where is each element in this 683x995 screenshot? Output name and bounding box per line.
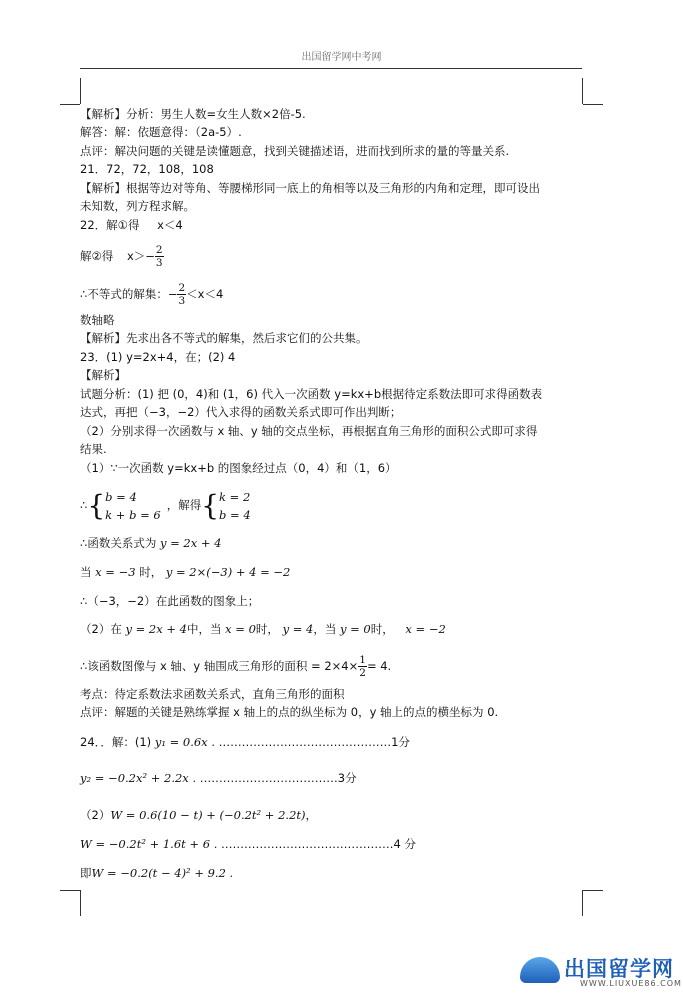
math-line	[80, 622, 446, 636]
text-span: 即	[80, 866, 92, 880]
equation-system-1	[105, 488, 161, 524]
fraction-denominator: 3	[178, 295, 186, 307]
math-line	[80, 565, 290, 579]
text-span: ，当	[313, 622, 337, 636]
crop-mark-tl	[80, 78, 81, 104]
text-line: 解答：解：依题意得：（2a-5）.	[80, 125, 242, 139]
area-line	[80, 646, 391, 686]
site-logo[interactable]	[520, 951, 680, 991]
text-line: （2）分别求得一次函数与 x 轴、y 轴的交点坐标，再根据直角三角形的面积公式即可求得	[80, 424, 538, 438]
text-line: 23．(1) y=2x+4，在；(2) 4	[80, 350, 236, 364]
math-expr: y₁ = 0.6x .	[154, 735, 215, 749]
text-line: 点评：解题的关键是熟练掌握 x 轴上的点的纵坐标为 0，y 轴上的点的横坐标为 0.	[80, 705, 499, 719]
text-span: x＞−	[126, 249, 155, 263]
equation: k = 2	[219, 489, 251, 504]
text-span: 时，	[255, 622, 279, 636]
text-line: 21．72，72，108，108	[80, 162, 214, 176]
fraction	[358, 654, 367, 679]
crop-mark-br	[582, 890, 583, 916]
math-expr: W = 0.6(10 − t) + (−0.2t² + 2.2t)	[110, 808, 306, 822]
math-expr: y = 2x + 4	[125, 622, 187, 636]
text-line: （1）∵一次函数 y=kx+b 的图象经过点（0，4）和（1，6）	[80, 461, 397, 475]
page-header: 出国留学网中考网	[301, 52, 382, 63]
fraction	[177, 282, 186, 307]
fraction	[155, 244, 164, 269]
text-line: 【解析】分析：男生人数=女生人数×2倍-5.	[80, 107, 306, 121]
text-span: 22．解①得	[80, 218, 140, 232]
equation-system-line	[80, 483, 251, 527]
text-span: ＜x＜4	[186, 287, 224, 301]
equation: b = 4	[105, 489, 137, 504]
text-span: 时，	[370, 622, 394, 636]
math-line	[80, 837, 416, 851]
text-line: ∴（−3，−2）在此函数的图象上；	[80, 594, 260, 608]
left-brace: {	[201, 488, 220, 522]
crop-mark-tr-h	[583, 104, 603, 105]
math-expr: y₂ = −0.2x² + 2.2x .	[80, 771, 197, 785]
fraction-numerator: 1	[359, 654, 366, 666]
equation: b = 4	[219, 507, 251, 522]
math-expr: x = −3	[95, 565, 136, 579]
math-expr: y = 4	[282, 622, 314, 636]
text-span: x＜4	[157, 218, 183, 232]
crop-mark-tl-h	[60, 104, 80, 105]
math-line	[80, 771, 357, 785]
score-dots: ………………………………………4 分	[221, 837, 416, 851]
math-expr: W = −0.2t² + 1.6t + 6 .	[80, 837, 218, 851]
crop-mark-bl-h	[60, 890, 80, 891]
text-line: 考点：待定系数法求函数关系式，直角三角形的面积	[80, 687, 345, 701]
solution-set-line	[80, 274, 223, 314]
score-dots: ………………………………………1分	[218, 735, 410, 749]
crop-mark-br-h	[583, 890, 603, 891]
text-span: ∴	[80, 498, 88, 512]
text-line: 试题分析：(1) 把 (0，4)和 (1，6) 代入一次函数 y=kx+b根据待定系数法即可求得函数表	[80, 387, 543, 401]
math-expr: y = 2x + 4	[159, 536, 222, 550]
text-line: 达式，再把（−3，−2）代入求得的函数关系式即可作出判断；	[80, 405, 402, 419]
math-expr: x = 0	[225, 622, 256, 636]
math-line	[80, 808, 317, 822]
text-span: ∴函数关系式为	[80, 536, 157, 550]
math-line	[80, 536, 222, 550]
math-line	[80, 866, 233, 880]
text-line: 【解析】	[80, 368, 126, 382]
logo-text: 出国留学网	[564, 957, 674, 981]
fraction-numerator: 2	[155, 244, 163, 256]
text-span: ，解得	[166, 498, 202, 512]
ineq-line-1	[80, 218, 183, 232]
text-line: 结果.	[80, 442, 107, 456]
math-expr: x = −2	[405, 622, 446, 636]
text-line: 【解析】先求出各不等式的解集，然后求它们的公共集。	[80, 331, 368, 345]
equation-system-2	[219, 488, 251, 524]
text-span: 中，当	[187, 622, 222, 636]
math-expr: W = −0.2(t − 4)² + 9.2 .	[91, 866, 234, 880]
fraction-denominator: 3	[155, 257, 163, 269]
text-line: 未知数，列方程求解。	[80, 199, 195, 213]
text-line: 数轴略	[80, 313, 115, 327]
text-span: ，	[305, 808, 317, 822]
text-span: ∴该函数图像与 x 轴、y 轴围成三角形的面积 = 2×4×	[80, 659, 359, 673]
text-span: = 4.	[366, 659, 392, 673]
crop-mark-tr	[582, 78, 583, 104]
logo-url: WWW.LIUXUE86.COM	[580, 979, 682, 988]
text-span: （2）在	[80, 622, 122, 636]
text-line: 点评：解决问题的关键是读懂题意，找到关键描述语，进而找到所求的量的等量关系.	[80, 144, 510, 158]
header-rule	[80, 68, 582, 69]
equation: k + b = 6	[105, 507, 161, 522]
fraction-numerator: 2	[178, 282, 186, 294]
text-line: 【解析】根据等边对等角、等腰梯形同一底上的角相等以及三角形的内角和定理，即可设出	[80, 181, 540, 195]
logo-mark-icon	[520, 957, 560, 983]
math-expr: y = 2×(−3) + 4 = −2	[165, 565, 291, 579]
score-dots: ………………………………3分	[199, 771, 357, 785]
text-span: 时，	[139, 565, 163, 579]
text-span: 解②得	[80, 249, 114, 263]
math-expr: y = 0	[339, 622, 371, 636]
text-span: 当	[80, 565, 92, 579]
text-span: 24．．解：(1)	[80, 735, 152, 749]
ineq-line-2	[80, 236, 164, 276]
fraction-denominator: 2	[359, 667, 366, 679]
math-line	[80, 735, 410, 749]
crop-mark-bl	[80, 890, 81, 916]
text-span: ∴不等式的解集：−	[80, 287, 178, 301]
left-brace: {	[87, 488, 106, 522]
text-span: （2）	[80, 808, 111, 822]
